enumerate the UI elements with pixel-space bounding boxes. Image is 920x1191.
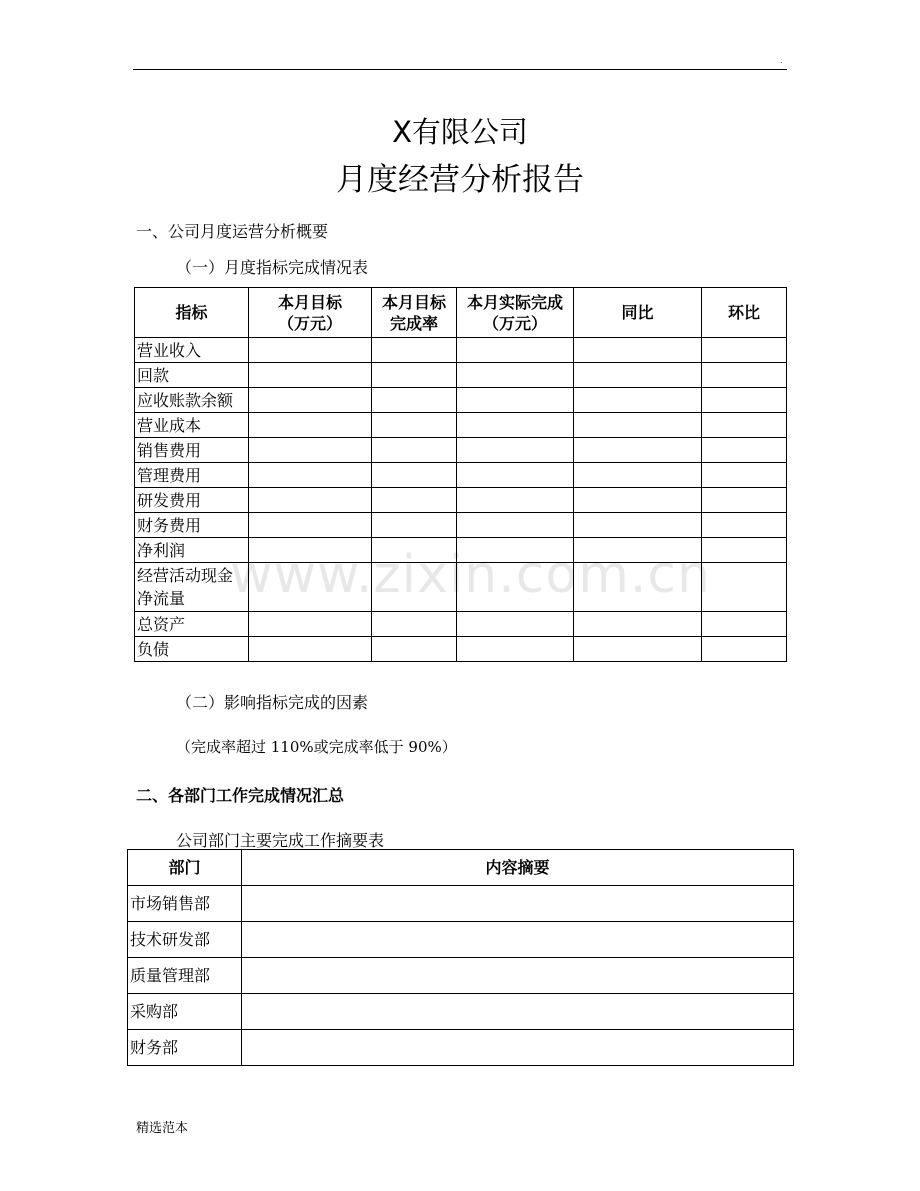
table-cell[interactable] — [249, 563, 372, 612]
department-label: 技术研发部 — [128, 922, 242, 958]
table-cell[interactable] — [372, 413, 457, 438]
table-cell[interactable] — [457, 438, 574, 463]
table-row — [135, 388, 787, 413]
table-row — [135, 463, 787, 488]
table-cell[interactable] — [702, 612, 787, 637]
col-header-target: 本月目标 （万元） — [249, 288, 372, 338]
table-cell[interactable] — [249, 612, 372, 637]
summary-cell[interactable] — [242, 1030, 794, 1066]
table-cell[interactable] — [372, 463, 457, 488]
watermark: www.zixin.com.cn — [230, 545, 711, 605]
section2-heading: 二、各部门工作完成情况汇总 — [136, 786, 345, 805]
table-cell[interactable] — [457, 513, 574, 538]
table-row — [135, 338, 787, 363]
table-cell[interactable] — [702, 463, 787, 488]
table-row — [135, 538, 787, 563]
table-cell[interactable] — [457, 363, 574, 388]
row-label: 净利润 — [135, 538, 249, 563]
table-cell[interactable] — [372, 388, 457, 413]
table-cell[interactable] — [574, 563, 702, 612]
table-row — [135, 488, 787, 513]
section2-caption: 公司部门主要完成工作摘要表 — [176, 831, 385, 850]
table-cell[interactable] — [457, 388, 574, 413]
table-cell[interactable] — [702, 637, 787, 662]
table-cell[interactable] — [457, 538, 574, 563]
table-row — [128, 994, 794, 1030]
table-cell[interactable] — [372, 513, 457, 538]
table-cell[interactable] — [249, 338, 372, 363]
table-cell[interactable] — [702, 488, 787, 513]
row-label: 销售费用 — [135, 438, 249, 463]
report-title: 月度经营分析报告 — [336, 162, 584, 198]
row-label: 总资产 — [135, 612, 249, 637]
summary-cell[interactable] — [242, 922, 794, 958]
table-cell[interactable] — [372, 488, 457, 513]
row-label: 负债 — [135, 637, 249, 662]
row-label: 研发费用 — [135, 488, 249, 513]
table-row — [135, 363, 787, 388]
table-cell[interactable] — [702, 563, 787, 612]
section1-sub1: （一）月度指标完成情况表 — [176, 258, 369, 277]
table-cell[interactable] — [372, 363, 457, 388]
table-cell[interactable] — [457, 637, 574, 662]
col-header-department: 部门 — [128, 850, 242, 886]
table-cell[interactable] — [249, 413, 372, 438]
department-label: 市场销售部 — [128, 886, 242, 922]
row-label: 应收账款余额 — [135, 388, 249, 413]
table-cell[interactable] — [702, 388, 787, 413]
table-cell[interactable] — [702, 413, 787, 438]
table-cell[interactable] — [372, 563, 457, 612]
col-header-yoy: 同比 — [574, 288, 702, 338]
table-cell[interactable] — [574, 513, 702, 538]
summary-cell[interactable] — [242, 958, 794, 994]
row-label: 回款 — [135, 363, 249, 388]
table-row — [135, 612, 787, 637]
table-cell[interactable] — [457, 463, 574, 488]
table-cell[interactable] — [372, 637, 457, 662]
company-title: X有限公司 — [392, 115, 528, 149]
table-cell[interactable] — [457, 338, 574, 363]
table-cell[interactable] — [702, 513, 787, 538]
department-label: 采购部 — [128, 994, 242, 1030]
col-header-mom: 环比 — [702, 288, 787, 338]
table-cell[interactable] — [574, 363, 702, 388]
summary-cell[interactable] — [242, 886, 794, 922]
table-cell[interactable] — [249, 363, 372, 388]
table-cell[interactable] — [249, 438, 372, 463]
department-table-header — [128, 850, 794, 886]
table-cell[interactable] — [457, 413, 574, 438]
section1-note: （完成率超过 110%或完成率低于 90%） — [176, 738, 457, 756]
row-label: 营业成本 — [135, 413, 249, 438]
table-cell[interactable] — [249, 637, 372, 662]
section1-heading: 一、公司月度运营分析概要 — [136, 222, 329, 241]
table-cell[interactable] — [372, 438, 457, 463]
indicator-table — [134, 287, 787, 662]
table-row — [128, 958, 794, 994]
table-cell[interactable] — [249, 463, 372, 488]
row-label: 财务费用 — [135, 513, 249, 538]
table-cell[interactable] — [372, 612, 457, 637]
header-mark: . — [780, 56, 783, 65]
table-row — [135, 438, 787, 463]
department-table — [127, 849, 794, 1066]
col-header-target-rate: 本月目标 完成率 — [372, 288, 457, 338]
table-cell[interactable] — [372, 338, 457, 363]
table-cell[interactable] — [574, 538, 702, 563]
table-cell[interactable] — [249, 488, 372, 513]
row-label: 营业收入 — [135, 338, 249, 363]
section1-sub2: （二）影响指标完成的因素 — [176, 693, 369, 712]
table-cell[interactable] — [457, 563, 574, 612]
table-cell[interactable] — [249, 538, 372, 563]
col-header-actual: 本月实际完成 （万元） — [457, 288, 574, 338]
table-cell[interactable] — [372, 538, 457, 563]
table-cell[interactable] — [457, 488, 574, 513]
table-cell[interactable] — [574, 388, 702, 413]
table-cell[interactable] — [574, 612, 702, 637]
table-cell[interactable] — [702, 363, 787, 388]
table-cell[interactable] — [574, 413, 702, 438]
table-cell[interactable] — [702, 438, 787, 463]
footer-text: 精选范本 — [136, 1121, 189, 1136]
col-header-indicator: 指标 — [135, 288, 249, 338]
indicator-table-header — [135, 288, 787, 338]
table-cell[interactable] — [457, 612, 574, 637]
table-row — [128, 922, 794, 958]
summary-cell[interactable] — [242, 994, 794, 1030]
table-cell[interactable] — [702, 338, 787, 363]
table-cell[interactable] — [249, 513, 372, 538]
col-header-summary: 内容摘要 — [242, 850, 794, 886]
table-cell[interactable] — [574, 338, 702, 363]
table-row — [128, 886, 794, 922]
row-label: 经营活动现金净流量 — [135, 563, 249, 612]
table-row — [135, 563, 787, 612]
table-cell[interactable] — [702, 538, 787, 563]
header-rule — [133, 69, 787, 70]
table-row — [135, 413, 787, 438]
row-label: 管理费用 — [135, 463, 249, 488]
table-cell[interactable] — [574, 488, 702, 513]
table-cell[interactable] — [249, 388, 372, 413]
department-label: 质量管理部 — [128, 958, 242, 994]
department-label: 财务部 — [128, 1030, 242, 1066]
table-cell[interactable] — [574, 463, 702, 488]
table-cell[interactable] — [574, 637, 702, 662]
table-row — [135, 637, 787, 662]
table-row — [128, 1030, 794, 1066]
table-cell[interactable] — [574, 438, 702, 463]
table-row — [135, 513, 787, 538]
